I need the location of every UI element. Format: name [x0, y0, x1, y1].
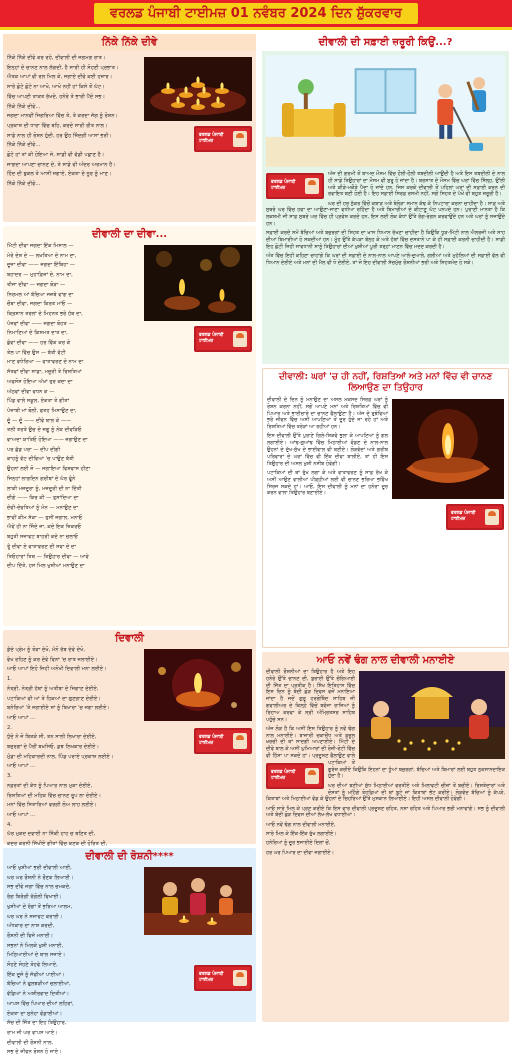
poem-line: ਖੁਸ਼ੀਆਂ ਦੇ ਰੰਗਾਂ ਤੋਂ ਭਰਿਆ ਆਲਮ,	[7, 903, 73, 910]
poem-line: ਅੱਠਵਾਂ ਦੀਵਾ ਵਧਨ ਕ —	[7, 388, 55, 395]
poem-line: ਇੱਕ ਦੂਜੇ ਨੂੰ ਜੱਫੀਆਂ ਪਾਈਆਂ।	[7, 971, 65, 978]
article-title: ਆਓ ਨਵੇਂ ਢੰਗ ਨਾਲ ਦੀਵਾਲੀ ਮਨਾਈਏ	[316, 655, 455, 666]
poem-line: ਤੀਜਾ ਦੀਵਾ — ਜਗਦਾ ਥੋੜਾ —	[7, 281, 66, 288]
poem-line: ਬਜ਼ੁਰਗਾਂ ਦੇ ਪੈਰੀਂ ਬਖ਼ਸਿਓ, ਕੁਝ ਲਿਖਕਾਰ ਦੇਈਏ।	[7, 744, 100, 751]
author-avatar	[305, 768, 319, 784]
poem-line: ਘਰ ਘਰ ਰੌਸ਼ਨੀ ਨੇ ਰੌਣਕ ਲਿਆਈ।	[7, 874, 74, 881]
poem-line: ਨਿੱਕੇ ਨਿੱਕੇ ਦੀਵੇ ਕਰ ਰਹੇ, ਦੀਵਾਲੀ ਦੀ ਜਗਮਗ ਰਾਤ।	[7, 55, 106, 61]
poem-line: ਸਭ ਦੇ ਜੀਵਨ ਰੋਸ਼ਨ ਹੋ ਜਾਏ।	[7, 1049, 62, 1056]
author-avatar	[233, 733, 247, 749]
stamp-line2: ਟਾਈਮਜ਼	[199, 339, 214, 344]
poem-line: ਲਾਕੀ ਮਜ਼ਦੂਰਾ ਨੂੰ, ਮਜਦੂਰੀ ਦੀ ਨਾ ਦਿੱਤੀ	[7, 485, 82, 492]
poem-line: ਜਗਦਾ ਮਾਨਵੀਂ ਜਿਗਰਿਆ ਵਿੱਚ ਤੇ, ਤੇ ਕਰਦਾ ਜੱਗ ਨੂੰ ਰੋਸ਼ਨ।	[7, 113, 119, 120]
newspaper-stamp	[446, 504, 504, 530]
poem-line: ਵੇਖ ਰਹਿਣ ਨੂੰ ਕਰ ਦੇਵੇ ਵਿਨਾਂ 'ਚ ਰਾਤ ਜਲਾਈਏ।	[7, 656, 98, 663]
poem-line: ਰੰਗ ਬਿਰੰਗੀ ਰੰਗੋਲੀ ਵਿਖਾਈ।	[7, 894, 62, 901]
poem-line: ਬੱਚਿਆਂ ਨੇ ਫੁਲਝੜੀਆਂ ਚਲਾਈਆਂ,	[7, 981, 71, 988]
poem-line: ਦੇਵੀ-ਦੇਵਤਿਆਂ ਨੂੰ ਮੰਨ — ਮਨਾਉਣ ਦਾ	[7, 504, 79, 511]
author-avatar	[305, 178, 319, 194]
poem-line: ਰਾਮ ਜੀ ਘਰ ਵਾਪਸ ਆਏ।	[7, 1029, 58, 1036]
poem-line: ਕਦਰ ਕਰਨੀ ਸਿੱਖੀਏ ਗੀਤਾਂ ਵਿੱਚ ਕਣਕ ਦੀ ਹੋਰਿਤ ਦੀ,	[7, 841, 108, 848]
poem-line: ਪ੍ਰਕਾਸ਼ ਦੀ ਧਾਰਾ ਵਿੱਚ ਬਹਿ, ਕਰਦੇ ਸਾਰੀ ਰੀਤ ਨਾਲ।	[7, 122, 108, 129]
poem-line: ਆਓ ਆਪਾਂ ਇਹੋ ਜਿਹੀ ਅਨੋਖੀ ਦਿਵਾਲੀ ਮਨਾ ਲਈਏ।	[7, 666, 107, 673]
poem-line: ਛੋਟੇ ਹਾਂ ਤਾਂ ਕੀ ਹੋਇਆ ਜੇ, ਸਾਡੀ ਵੀ ਵੱਡੀ ਪਛਾਣ ਹੈ।	[7, 152, 105, 159]
newspaper-stamp	[266, 173, 324, 199]
newspaper-stamp	[194, 126, 252, 152]
poem-line: ਨਿਮਾਣਿਆਂ ਦੇ ਕਿਸਮਤ ਦਾਤ ਦਾ,	[7, 330, 68, 337]
poem-line: ਆਪਸ ਵਿੱਚ ਪਿਆਰ ਦੀਆਂ ਲਹਿਰਾਂ,	[7, 1000, 74, 1007]
masthead	[0, 0, 512, 30]
poem-line: ਦੀਗੇ —— ਕਿਰ ਕੀ — ਤੁਸਾਂਦਿਆ ਦਾ	[7, 495, 79, 502]
poem-line: ਚੌਥਾ ਦੀਵਾ, ਜਗਦਾ ਕਿਰਤ ਮਾਂਓ —	[7, 301, 73, 308]
poem-line: ਡੰਦੇ ਪ੍ਰੇਮ ਨੂੰ ਤੋੜਾ ਦੇਖੋ, ਮੰਨੋ ਰੱਬ ਦੇਵੇ ਦੇਖੋ,	[7, 647, 86, 653]
article-paragraph: ਆਓ ਸਾਰੇ ਮਿਲ ਕੇ ਪ੍ਰਣ ਕਰੀਏ ਕਿ ਇਸ ਵਾਰ ਦੀਵਾਲੀ ਪ੍ਰਦੂਸ਼ਣ ਰਹਿਤ, ਨਸ਼ਾ ਰਹਿਤ ਅਤੇ ਪਿਆਰ ਭਰੀ ਮਨਾਵਾਂਗੇ। ਸਭ ਨੂੰ ਦੀਵਾਲੀ ਅਤੇ ਬੰਦੀ ਛੋੜ ਦਿਵਸ ਦੀਆਂ ਲੱਖ-ਲੱਖ ਵਧਾਈਆਂ।	[266, 805, 505, 819]
masthead-title: ਵਰਲਡ ਪੰਜਾਬੀ ਟਾਈਮਜ਼ 01 ਨਵੰਬਰ 2024 ਦਿਨ ਸ਼ੁੱਕਰਵਾਰ	[94, 3, 418, 24]
newspaper-stamp	[266, 763, 324, 789]
poem-line: ਜਾਗਦਾ ਆਪਣਾ ਚਾਨਣ ਦੇ, ਤੇ ਸਾਡੇ ਵੀ ਅੰਦਰ ਅਰਮਾਨ ਹੈ।	[7, 161, 116, 168]
poem-line: ਬਹੁਤੀ ਸਜਾਵਟ ਬਾਹਰੀ ਕਦੇ ਨਾ ਚਲਾਓ	[7, 534, 79, 541]
poem-diwali-da-diwa	[3, 226, 256, 626]
stamp-line1: ਵਰਲਡ ਪੰਜਾਬੀ	[199, 133, 224, 138]
poem-line: ਐਵੇਂ ਹੀ ਨਾ ਜਿੰਦੇ ਜਾ, ਕਦੇ ਇਕ ਜ਼ਿਕਰਓ	[7, 524, 82, 531]
article-paragraph: ਅੱਜ ਲੋੜ ਹੈ ਕਿ ਅਸੀਂ ਇਸ ਤਿਉਹਾਰ ਨੂੰ ਨਵੇਂ ਢੰਗ ਨਾਲ ਮਨਾਈਏ। ਬਾਜ਼ਾਰੀ ਚਕਾਚੌਂਧ ਅਤੇ ਫ਼ਜ਼ੂਲ ਖ਼ਰਚੀ ਦੀ ਥਾਂ ਸਾਦਗੀ ਅਪਣਾਈਏ। ਮਿੱਟੀ ਦੇ ਦੀਵੇ ਬਾਲ ਕੇ ਅਸੀਂ ਘੁਮਿਆਰਾਂ ਦੀ ਰੋਜ਼ੀ-ਰੋਟੀ ਵਿੱਚ ਵੀ ਹਿੱਸਾ ਪਾ ਸਕਦੇ ਹਾਂ। ਪ੍ਰਦੂਸ਼ਣ ਫੈਲਾਉਣ ਵਾਲੇ ਪਟਾਕਿਆਂ ਤੋਂ ਗੁਰੇਜ਼ ਕਰੀਏ ਕਿਉਂਕਿ ਇਹਨਾਂ ਦਾ ਧੂੰਆਂ ਬਜ਼ੁਰਗਾਂ, ਬੱਚਿਆਂ ਅਤੇ ਬਿਮਾਰਾਂ ਲਈ ਬਹੁਤ ਨੁਕਸਾਨਦਾਇਕ ਹੁੰਦਾ ਹੈ।	[266, 725, 505, 780]
poem-diwali-di-roshni	[3, 848, 256, 1056]
poem-line: ਮਿੱਟੀ ਦੀਵਾ ਜਗਦਾ ਇੱਕ ਮਿਸਾਲ —	[7, 243, 74, 249]
poem-line: ਧੁੰਦੇ ਨੇ ਜੋ ਬਿਤਕੇ ਸੀ, ਤਨ ਸਾਲੀ ਲਿਖਾਰਾ ਦੇਈਏ,	[7, 734, 97, 741]
article-paragraph: ਅੱਜ ਦੀ ਗਰਮੀ ਤੋਂ ਬਾਅਦ ਮੌਸਮ ਵਿੱਚ ਹੌਲੀ-ਹੌਲੀ ਤਬਦੀਲੀ ਆਉਂਦੀ ਹੈ ਅਤੇ ਇਸ ਤਬਦੀਲੀ ਦੇ ਨਾਲ ਹੀ ਸਾਡੇ ਤਿਉਹਾਰਾਂ ਦਾ ਮੌਸਮ ਵੀ ਸ਼ੁਰੂ ਹੋ ਜਾਂਦਾ ਹੈ। ਬਰਸਾਤ ਦੇ ਮੌਸਮ ਵਿੱਚ ਘਰਾਂ ਵਿੱਚ ਸਿੱਲ੍ਹ, ਉੱਲੀ ਅਤੇ ਕੀੜੇ-ਮਕੌੜੇ ਪੈਦਾ ਹੋ ਜਾਂਦੇ ਹਨ, ਜਿਸ ਕਰਕੇ ਦੀਵਾਲੀ ਤੋਂ ਪਹਿਲਾਂ ਘਰਾਂ ਦੀ ਸਫ਼ਾਈ ਕਰਨ ਦੀ ਰਵਾਇਤ ਬਣੀ ਹੋਈ ਹੈ। ਇਹ ਸਫ਼ਾਈ ਸਿਰਫ਼ ਰਸਮੀ ਨਹੀਂ, ਸਗੋਂ ਸਿਹਤ ਦੇ ਪੱਖੋਂ ਵੀ ਬਹੁਤ ਜ਼ਰੂਰੀ ਹੈ।	[328, 171, 505, 198]
poem-line: ਵਿੱਚ ਆਪਣੀ ਤਾਕਤ ਰੱਖਦੇ, ਹਨੇਰੇ ਤੇ ਭਾਰੀ ਪੈਂਦੇ ਸਭ।	[7, 93, 106, 100]
poem-line: ਮਾਣ ਵਧੇਰਿਆ — ਵਾਤਾਵਰਣ ਦੇ ਨਾਮ ਦਾ	[7, 359, 84, 366]
poem-line: ਸਭ ਦੀਵੇ ਜਗਾ ਵਿੱਚ ਨਾਲ ਚਮਕਦੇ,	[7, 884, 71, 891]
article-paragraph: ਸਫ਼ਾਈ ਕਰਦੇ ਸਮੇਂ ਬੱਚਿਆਂ ਅਤੇ ਬਜ਼ੁਰਗਾਂ ਦੀ ਸਿਹਤ ਦਾ ਖ਼ਾਸ ਧਿਆਨ ਰੱਖਣਾ ਚਾਹੀਦਾ ਹੈ ਕਿਉਂਕਿ ਧੂੜ-ਮਿੱਟੀ ਨਾਲ ਐਲਰਜੀ ਅਤੇ ਸਾਹ ਦੀਆਂ ਬਿਮਾਰੀਆਂ ਹੋ ਸਕਦੀਆਂ ਹਨ। ਮੂੰਹ ਉੱਤੇ ਕੱਪੜਾ ਬੰਨ੍ਹ ਕੇ ਅਤੇ ਹੱਥਾਂ ਵਿੱਚ ਦਸਤਾਨੇ ਪਾ ਕੇ ਹੀ ਸਫ਼ਾਈ ਕਰਨੀ ਚਾਹੀਦੀ ਹੈ। ਸਾਡੀ ਇਹ ਛੋਟੀ ਜਿਹੀ ਸਾਵਧਾਨੀ ਸਾਨੂੰ ਤਿਉਹਾਰਾਂ ਦੀਆਂ ਖੁਸ਼ੀਆਂ ਪੂਰੀ ਤਰ੍ਹਾਂ ਮਾਣਨ ਵਿੱਚ ਮਦਦ ਕਰਦੀ ਹੈ।	[266, 230, 505, 250]
poem-line: ਪਰ ਛੱਡ ਪਰਾ — ਦੀਪ ਦੀਗੀ	[7, 446, 61, 453]
article-paragraph: ਘਰ ਦੀਆਂ ਬਣੀਆਂ ਸ਼ੁੱਧ ਮਿਠਾਈਆਂ ਵਰਤੀਏ ਅਤੇ ਮਿਲਾਵਟੀ ਚੀਜ਼ਾਂ ਤੋਂ ਬਚੀਏ। ਰਿਸ਼ਤੇਦਾਰਾਂ ਅਤੇ ਦੋਸਤਾਂ ਨੂੰ ਮਹਿੰਗੇ ਤੋਹਫ਼ਿਆਂ ਦੀ ਥਾਂ ਬੂਟੇ ਜਾਂ ਕਿਤਾਬਾਂ ਭੇਂਟ ਕਰੀਏ। ਲੋੜਵੰਦ ਬੱਚਿਆਂ ਨੂੰ ਕੱਪੜੇ, ਕਿਤਾਬਾਂ ਅਤੇ ਮਿਠਾਈਆਂ ਵੰਡ ਕੇ ਉਹਨਾਂ ਦੇ ਚਿਹਰਿਆਂ ਉੱਤੇ ਮੁਸਕਾਨ ਲਿਆਈਏ। ਇਹੀ ਅਸਲ ਦੀਵਾਲੀ ਹੋਵੇਗੀ।	[266, 782, 505, 803]
poem-line: ਸੱਤਵਾਂ ਦੀਵਾ ਸਾਡਾ, ਮਜ਼ੂਰੀ ਤੇ ਰਿਸ਼ਤਿਆਂ	[7, 369, 82, 376]
poem-line: ਰੌਸ਼ਨੀ ਦੀ ਵਿਜੇ ਮਨਾਈ।	[7, 932, 54, 939]
poem-line: ਦੂਜਾ ਦੀਵਾ —— ਜਗਦਾ ਇੱਥਿਹਾ —	[7, 262, 75, 269]
stamp-line1: ਵਰਲਡ ਪੰਜਾਬੀ	[271, 180, 296, 185]
stamp-line1: ਵਰਲਡ ਪੰਜਾਬੀ	[199, 734, 224, 740]
poem-line: ਬਨੇਰਿਆਂ 'ਤੇ ਜਗਾਈਏ ਸਾਂ ਨੂੰ ਬਿਖਾਰਾ 'ਚ ਜਗਾ ਲਈਏ।	[7, 705, 111, 712]
diya-tray-image	[144, 57, 252, 121]
poem-line: ਮੁੰਡਾ ਦੀ ਮਹਿਕਾਰਦੀ ਨਾਲ, ਪਿੰਡ ਪਰਾਏ ਪ੍ਰਕਾਸ਼ ਲਈਏ।	[7, 753, 114, 760]
poem-line: ਅਫਸੋਸ ਹੋਇਆ ਅੱਖਾਂ ਤੁਰ ਕਦਾ ਦਾ	[7, 378, 73, 385]
stamp-line2: ਟਾਈਮਜ਼	[199, 740, 214, 746]
author-avatar	[233, 331, 247, 347]
stamp-line1: ਵਰਲਡ ਪੰਜਾਬੀ	[451, 511, 476, 516]
poem-line: ਤਲੀ ਤਰਤੇ ਉਚ ਦੇ ਜਗੂ ਨੂੰ ਨੇਕ ਦੀਵੜਿਓ	[7, 427, 82, 434]
stamp-line1: ਵਰਲਡ ਪੰਜਾਬੀ	[199, 333, 224, 338]
article-paragraph: ਇਸ ਦੀਵਾਲੀ ਉੱਤੇ ਪੁਰਾਣੇ ਗਿਲੇ-ਸ਼ਿਕਵੇ ਭੁਲਾ ਕੇ ਆਪਣਿਆਂ ਨੂੰ ਗਲ ਲਗਾਈਏ। ਆਂਢ-ਗੁਆਂਢ ਵਿੱਚ ਮਿਠਾਈਆਂ ਵੰਡਣ ਦੇ ਨਾਲ-ਨਾਲ ਉਹਨਾਂ ਦੇ ਦੁੱਖ-ਸੁੱਖ ਦੇ ਭਾਈਵਾਲ ਵੀ ਬਣੀਏ। ਲੋੜਵੰਦਾਂ ਅਤੇ ਗਰੀਬ ਪਰਿਵਾਰਾਂ ਦੇ ਘਰਾਂ ਵਿੱਚ ਵੀ ਇੱਕ ਦੀਵਾ ਬਾਲੀਏ, ਤਾਂ ਹੀ ਇਸ ਤਿਉਹਾਰ ਦੀ ਅਸਲ ਖੁਸ਼ੀ ਨਸੀਬ ਹੋਵੇਗੀ।	[267, 433, 388, 467]
poem-line: ਸੋਹਣੇ ਸੋਹਣੇ ਤੋਹਫੇ ਲਿਆਏ,	[7, 962, 58, 969]
poem-line: ਨਫ਼ਰਤਾਂ ਦੀ ਕੰਧ ਨੂੰ ਪਿਆਰ ਨਾਲ ਮੁਕਾ ਦੇਈਏ,	[7, 782, 93, 789]
poem-line: ਆਓ ਆਪਾਂ ...	[7, 811, 36, 818]
poem-line: 1.	[7, 676, 12, 683]
stamp-line2: ਟਾਈਮਜ਼	[271, 776, 286, 781]
stamp-line1: ਵਰਲਡ ਪੰਜਾਬੀ	[199, 972, 224, 978]
stamp-line2: ਟਾਈਮਜ਼	[199, 978, 214, 984]
diya-bokeh-image	[144, 245, 252, 321]
poem-line: ਰਿਸ਼ਤਿਆਂ ਦੀ ਮਹਿਕ ਵਿੱਚ ਚਾਨਣ ਰੂਪ ਲਾ ਦੇਈਏ।	[7, 792, 102, 799]
newspaper-stamp	[194, 965, 252, 991]
article-paragraph: ਘਰ ਦੀ ਹਰ ਨੁੱਕਰ ਵਿੱਚੋਂ ਕਬਾੜ ਅਤੇ ਬੇਲੋੜਾ ਸਮਾਨ ਕੱਢ ਕੇ ਨਿਪਟਾਰਾ ਕਰਨਾ ਚਾਹੀਦਾ ਹੈ। ਸਾਫ਼ ਅਤੇ ਸੁਥਰੇ ਘਰ ਵਿੱਚ ਹਵਾ ਦਾ ਆਉਣਾ-ਜਾਣਾ ਵਧੀਆ ਰਹਿੰਦਾ ਹੈ ਅਤੇ ਬਿਮਾਰੀਆਂ ਦੇ ਕੀਟਾਣੂ ਘੱਟ ਪਨਪਦੇ ਹਨ। ਪੁਰਾਣੀ ਮਾਨਤਾ ਹੈ ਕਿ ਲਕਸ਼ਮੀ ਜੀ ਸਾਫ਼ ਸੁਥਰੇ ਘਰ ਵਿੱਚ ਹੀ ਪ੍ਰਵੇਸ਼ ਕਰਦੇ ਹਨ, ਇਸ ਲਈ ਲੋਕ ਕੰਧਾਂ ਉੱਤੇ ਰੰਗ-ਰੋਗਨ ਕਰਵਾਉਂਦੇ ਹਨ ਅਤੇ ਘਰਾਂ ਨੂੰ ਸਜਾਉਂਦੇ ਹਨ।	[266, 200, 505, 228]
diwali-lamps-image	[144, 649, 252, 721]
poem-line: ਸਭਨਾਂ ਨੇ ਮਿਲਕੇ ਖੁਸ਼ੀ ਮਨਾਈ,	[7, 942, 64, 949]
poem-line: ਸਾਰੇ ਛੋਟੇ ਛੋਟੇ ਨਾ ਆਖੋ, ਆਖੋ ਨਹੀਂ ਹਾਂ ਕਿਸੇ ਤੋਂ ਘੱਟ।	[7, 84, 105, 91]
article-diwali-cleaning	[262, 34, 509, 364]
poem-line: 3.	[7, 773, 12, 780]
poem-line: ਦੀਵਾਲੀ ਦੀ ਰੌਸ਼ਨੀ ਨਾਲ,	[7, 1039, 54, 1046]
poem-line: ਆਓ ਖੁਸ਼ੀਆਂ ਭਰੀ ਦੀਵਾਲੀ ਆਈ,	[7, 865, 72, 871]
poem-line: ਪਿੰਡ ਵਾਲੇ ਸਕੂਲ, ਏਕਤਾ ਤੇ ਗੀਤਾਂ	[7, 398, 70, 405]
poem-line: ਨਿੱਕੇ ਨਿੱਕੇ ਦੀਵੇ...	[7, 142, 41, 149]
poem-title: ਦੀਵਾਲੀ ਦਾ ਦੀਵਾ...	[91, 229, 168, 240]
poem-line: ਪੰਜਾਬੀ ਮਾਂ ਬੋਲੀ, ਫਤਹ ਮਿਸਾਉਣ ਦਾ,	[7, 407, 77, 414]
poem-line: ਸੱਚ ਦੀ ਜਿੱਤ ਦਾ ਇਹ ਤਿਉਹਾਰ,	[7, 1020, 67, 1027]
article-title: ਦੀਵਾਲੀ ਦੀ ਸਫ਼ਾਈ ਜ਼ਰੂਰੀ ਕਿਉਂ...?	[262, 34, 509, 51]
poem-line: ਤੇਲ ਪਾ ਵਿੱਚ ਉਸ — ਬੱਤੀ ਵੱਟੀ	[7, 349, 66, 356]
diya-flame-image	[392, 399, 504, 499]
poem-line: ਦੀਪ ਦਿੱਤੇ, ਹਸ ਮਿਲ ਖੁਸ਼ੀਆਂ ਮਨਾਉਣ ਦਾ	[7, 563, 85, 570]
article-paragraph: ਪਟਾਕਿਆਂ ਦੀ ਥਾਂ ਰੁੱਖ ਲਗਾ ਕੇ ਅਤੇ ਵਾਤਾਵਰਣ ਨੂੰ ਸਾਫ਼ ਰੱਖ ਕੇ ਅਸੀਂ ਆਉਣ ਵਾਲੀਆਂ ਪੀੜ੍ਹੀਆਂ ਲਈ ਵੀ ਚਾਨਣ ਭਰਿਆ ਭਵਿੱਖ ਸਿਰਜ ਸਕਦੇ ਹਾਂ। ਆਓ, ਇਸ ਦੀਵਾਲੀ ਨੂੰ ਮਨਾਂ ਦਾ ਹਨੇਰਾ ਦੂਰ ਕਰਨ ਵਾਲਾ ਤਿਉਹਾਰ ਬਣਾਈਏ।	[267, 469, 388, 497]
poem-title: ਨਿੱਕੇ ਨਿੱਕੇ ਦੀਵੇ	[3, 34, 256, 51]
poem-line: ਕਾਹਨੂੰ ਵੱਟ ਦੀਵਿਆਂ 'ਚ ਪਾਉਣ ਬੱਤੀ	[7, 456, 74, 463]
poem-line: ਕ੍ਰਿਸ਼ਾਨ ਤਰਲਾਂ ਦੇ ਮਿਹਨਤ ਭਰੇ ਹੱਥ ਦਾ,	[7, 310, 83, 317]
poem-line: ਨਿੱਕੇ ਨਿੱਕੇ ਦੀਵੇ...	[7, 103, 41, 110]
poem-line: ਛੇਵਾਂ ਦੀਵਾ —— ਹਰ ਵਿੱਕ ਕਰ ਕੇ	[7, 340, 71, 347]
poem-line: ਪਟਾਕਿਆਂ ਵੀ ਆਂ ਤੇ ਹਿਕਆਂ ਦਾ ਗੁਣਗਾਣ ਦੇਈਏ।	[7, 695, 101, 702]
poem-line: ਨੇਤ੍ਰੀ, ਨੇਤ੍ਰੀ ਹੱਥਾਂ ਨੂੰ ਅਤੀਬਾ ਦੇ ਜਿਗਾਣ ਦੇਈਏ,	[7, 685, 99, 692]
poem-line: ਨਿੱਕੇ ਨਿੱਕੇ ਦੀਵੇ...	[7, 181, 41, 188]
article-paragraph: ਦੀਵਾਲੀ ਦੇ ਦਿਨ ਨੂੰ ਮਨਾਉਣ ਦਾ ਅਸਲ ਮਕਸਦ ਸਿਰਫ਼ ਘਰਾਂ ਨੂੰ ਰੋਸ਼ਨ ਕਰਨਾ ਨਹੀਂ, ਸਗੋਂ ਆਪਣੇ ਮਨਾਂ ਅਤੇ ਰਿਸ਼ਤਿਆਂ ਵਿੱਚ ਵੀ ਪਿਆਰ ਅਤੇ ਭਾਈਚਾਰੇ ਦਾ ਚਾਨਣ ਫੈਲਾਉਣਾ ਹੈ। ਅੱਜ ਦੇ ਰੁਝੇਵਿਆਂ ਭਰੇ ਜੀਵਨ ਵਿੱਚ ਅਸੀਂ ਆਪਣਿਆਂ ਤੋਂ ਦੂਰ ਹੁੰਦੇ ਜਾ ਰਹੇ ਹਾਂ ਅਤੇ ਰਿਸ਼ਤਿਆਂ ਵਿੱਚ ਤਰੇੜਾਂ ਆ ਰਹੀਆਂ ਹਨ।	[267, 397, 388, 431]
poem-line: ਐਤਕ ਆਪਾਂ ਵੀ ਰਲ ਮਿਲ ਕੇ, ਜਗਾਏ ਦੀਵੇ ਕਈ ਹਜ਼ਾਰ।	[7, 74, 113, 81]
poem-line: ਏਕਤਾ ਦਾ ਸੁਨੇਹਾ ਵੰਡਾਈਆਂ।	[7, 1010, 63, 1017]
poem-line: 2.	[7, 724, 12, 731]
cleaning-illustration	[266, 55, 505, 167]
poem-line: ਤੂੰ ਦੀਵਾ ਏ ਵਾਤਾਵਰਣ ਦੀ ਸਵਾ ਦੇ ਦਾ	[7, 543, 76, 550]
stamp-line2: ਟਾਈਮਜ਼	[451, 517, 466, 522]
poem-line: ਵਾਅਦਾ ਯਾਤਿਓ ਹੋਇਆ —— ਜਗਾਉਣ ਦਾ	[7, 437, 88, 444]
article-poem-line: ਹਰ ਘਰ ਪਿਆਰ ਦਾ ਦੀਵਾ ਜਗਾਈਏ।	[266, 849, 334, 856]
poem-line: ਭਾਵੀਂ ਕੀਮ ਸੱਕਾ — ਤੁਸੀਂ ਜਗਾਲ, ਮਨਾਓ	[7, 514, 83, 521]
author-avatar	[233, 131, 247, 147]
newspaper-stamp	[194, 326, 252, 352]
article-poem-line: ਆਓ ਨਵੇਂ ਢੰਗ ਨਾਲ ਦੀਵਾਲੀ ਮਨਾਈਏ,	[266, 821, 336, 828]
poem-line: ਮਿਠਿਆਈਆਂ ਦੇ ਥਾਲ ਸਜਾਏ।	[7, 952, 66, 959]
stamp-line1: ਵਰਲਡ ਪੰਜਾਬੀ	[271, 770, 296, 775]
poem-line: ਨਿਰਮਲ ਆਂ ਬੱਚਿਆ ਜਜ਼ਬੇ ਵਾਂਗ ਦਾ	[7, 291, 74, 298]
article-paragraph: ਦੀਵਾਲੀ ਰੌਸ਼ਨੀਆਂ ਦਾ ਤਿਉਹਾਰ ਹੈ ਅਤੇ ਇਹ ਹਨੇਰੇ ਉੱਤੇ ਚਾਨਣ ਦੀ, ਬੁਰਾਈ ਉੱਤੇ ਚੰਗਿਆਈ ਦੀ ਜਿੱਤ ਦਾ ਪ੍ਰਤੀਕ ਹੈ। ਸਿੱਖ ਇਤਿਹਾਸ ਵਿੱਚ ਇਸ ਦਿਨ ਨੂੰ ਬੰਦੀ ਛੋੜ ਦਿਵਸ ਵਜੋਂ ਮਨਾਇਆ ਜਾਂਦਾ ਹੈ ਜਦੋਂ ਗੁਰੂ ਹਰਗੋਬਿੰਦ ਸਾਹਿਬ ਜੀ ਗਵਾਲੀਅਰ ਦੇ ਕਿਲ੍ਹੇ ਵਿੱਚੋਂ ਬਵੰਜਾ ਰਾਜਿਆਂ ਨੂੰ ਰਿਹਾਅ ਕਰਵਾ ਕੇ ਸ੍ਰੀ ਅੰਮ੍ਰਿਤਸਰ ਸਾਹਿਬ ਪਹੁੰਚੇ ਸਨ।	[266, 669, 355, 723]
poem-line: ਹਿੰਦ ਦੀ ਬੁਕਲ ਤੇ ਆਸੀਂ ਜਗਾਏ, ਏਕਤਾ ਦੇ ਨੂਰ ਨੂੰ ਮਾਣ।	[7, 171, 112, 178]
family-celebration-image	[144, 867, 252, 935]
poem-line: ਪੰਜਵਾਂ ਦੀਵਾ —— ਜਗਦਾ ਬੋਹਤ —	[7, 320, 74, 327]
poem-line: ਅੰਧਕਾਰ ਦਾ ਨਾਸ਼ ਕਰਦੀ,	[7, 923, 55, 930]
article-paragraph: ਅੰਤ ਵਿੱਚ ਇਹੀ ਕਹਿਣਾ ਚਾਹਾਂਗੇ ਕਿ ਘਰਾਂ ਦੀ ਸਫ਼ਾਈ ਦੇ ਨਾਲ-ਨਾਲ ਆਪਣੇ ਆਲੇ-ਦੁਆਲੇ, ਗਲੀਆਂ ਅਤੇ ਮੁਹੱਲਿਆਂ ਦੀ ਸਫ਼ਾਈ ਵੱਲ ਵੀ ਧਿਆਨ ਦੇਈਏ ਅਤੇ ਮਨਾਂ ਦੀ ਮੈਲ ਵੀ ਧੋ ਦੇਈਏ, ਤਾਂ ਜੋ ਇਹ ਦੀਵਾਲੀ ਸੱਚਮੁੱਚ ਰੌਸ਼ਨੀਆਂ ਭਰੀ ਅਤੇ ਸਿਹਤਮੰਦ ਹੋ ਸਕੇ।	[266, 253, 505, 267]
poem-line: ਆਓ ਆਪਾਂ ...	[7, 763, 36, 770]
poem-title: ਦੀਵਾਲੀ ਦੀ ਰੋਸ਼ਨੀ****	[85, 851, 174, 862]
poem-line: ਆਓ ਆਪਾਂ ...	[7, 714, 36, 721]
article-title: ਦੀਵਾਲੀ: ਘਰਾਂ 'ਚ ਹੀ ਨਹੀਂ, ਰਿਸ਼ਤਿਆਂ ਅਤੇ ਮਨਾਂ ਵਿੱਚ ਵੀ ਚਾਨਣ ਲਿਆਉਣ ਦਾ ਤਿਉਹਾਰ	[278, 372, 493, 393]
poem-diwali	[3, 630, 256, 848]
poem-line: 4.	[7, 821, 12, 828]
poem-line: ਮਨਾਂ ਵਿੱਚ ਸਿਤਾਰਿਆਂ ਵਰਗੀ ਲੋਅ ਲਾਹ ਲਈਏ।	[7, 802, 97, 809]
poem-title: ਦਿਵਾਲੀ	[115, 633, 144, 644]
poem-line: ਬਹਾਦਰ — ਮੁਹਾਫ਼ਿਜ਼ਾਂ ਦੇ, ਨਾਮ ਦਾ,	[7, 272, 73, 279]
newspaper-stamp	[194, 728, 252, 754]
poem-line: ਜਿਨ੍ਹਾਂ ਲਾਗਦਿਨ ਗਰੀਬਾਂ ਦੇ ਘੱਰ ਫੂੰਨੇ	[7, 475, 76, 482]
poem-nikke-diwe	[3, 34, 256, 222]
stamp-line2: ਟਾਈਮਜ਼	[271, 186, 286, 191]
article-new-way-diwali	[262, 652, 509, 1022]
poem-line: ਇਨ੍ਹਾਂ ਦੇ ਚਾਨਣ ਨਾਲ ਲੱਗਦੀ, ਹੈ ਸਾਰੀ ਹੀ ਸੋਹਣੀ ਪ੍ਰਭਾਤ।	[7, 64, 119, 71]
poem-line: ਮੇਰੇ ਦੇਸ਼ ਦੇ — ਲਖ਼ਤਿਆ ਦੇ ਨਾਮ ਦਾ,	[7, 252, 77, 259]
golden-temple-image	[359, 671, 505, 759]
poem-line: ਘੱਰ ਮੁਕਦ ਦਵਾਈ ਨਾ ਸਿੱਕੀ ਹਾਹ ਚ ਬਣਿਤ ਦੀ,	[7, 831, 96, 838]
article-diwali-relationships	[262, 368, 509, 648]
article-poem-line: ਸਾਰੇ ਮਿਲ ਕੇ ਇੱਕ-ਇੱਕ ਰੁੱਖ ਲਗਾਈਏ।	[266, 831, 337, 838]
poem-line: ਦੂੰ — ਦੂੰ —— ਦੀਵੇ ਬਾਲ ਕੇ ——	[7, 417, 72, 424]
poem-line: ਤਿਓਹਾਰਾਂ ਤਿਥ — ਤਿਉਹਾਰ ਦੀਵਾ — ਆਵੇ	[7, 553, 89, 560]
poem-line: ਘਰ ਘਰ ਨੇ ਸਜਾਵਟ ਕਰਾਈ।	[7, 913, 63, 920]
author-avatar	[485, 509, 499, 525]
article-poem-line: ਹਨੇਰਿਆਂ ਨੂੰ ਦੂਰ ਭਜਾਈਏ ਦਿਲਾਂ ਚੋਂ,	[266, 840, 331, 847]
poem-line: ਉਹਨਾਂ ਲਈ ਜੋ — ਜਗਾਇਆ ਵਿਸ਼ਵਾਸ ਹੀਣਾ	[7, 466, 91, 473]
poem-line: ਸਾਡੇ ਨਾਲ ਹੀ ਰੋਸ਼ਨ ਹੁੰਦੀ, ਹਰ ਉਹ ਜ਼ਿੰਦਗੀ ਆਸਾਂ ਭਰੀ।	[7, 132, 112, 139]
stamp-line2: ਟਾਈਮਜ਼	[199, 139, 214, 144]
author-avatar	[233, 970, 247, 986]
poem-line: ਵੱਡਿਆਂ ਨੇ ਅਸ਼ੀਰਵਾਦ ਦਿਤੀਆਂ।	[7, 991, 70, 998]
